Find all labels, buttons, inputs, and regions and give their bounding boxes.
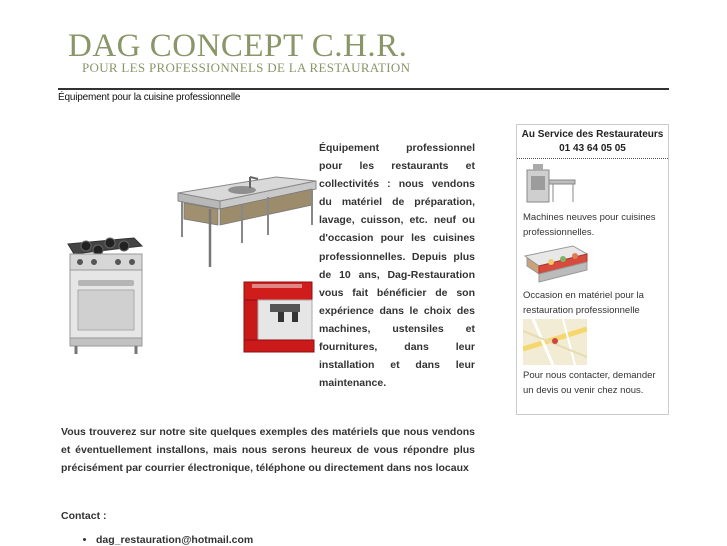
logo-title[interactable]: DAG CONCEPT C.H.R. xyxy=(68,28,408,64)
tagline: Équipement pour la cuisine professionnelle xyxy=(58,92,241,103)
espresso-machine-image xyxy=(242,280,316,356)
sink-table-image xyxy=(176,175,317,270)
description-paragraph: Vous trouverez sur notre site quelques exemples des matériels que nous vendons et éventuellement installons, mais nous serons heureux de vous répondre plus précisément par courrier électronique, téléphone ou directement dans nos locaux xyxy=(61,426,475,475)
sidebar-item-new-machines[interactable]: Machines neuves pour cuisines professionnelles. xyxy=(523,212,656,238)
gas-range-oven-image xyxy=(64,236,144,356)
logo-subtitle: POUR LES PROFESSIONNELS DE LA RESTAURATION xyxy=(82,60,411,75)
display-counter-icon[interactable] xyxy=(523,242,589,284)
contact-list xyxy=(80,534,253,546)
sidebar-heading: Au Service des Restaurateurs xyxy=(521,129,664,140)
dishwasher-machine-icon[interactable] xyxy=(523,162,578,206)
sidebar-item-contact[interactable]: Pour nous contacter, demander un devis ou venir chez nous. xyxy=(523,370,656,396)
sidebar-header xyxy=(517,125,668,159)
intro-text: Équipement professionnel pour les restaurants et collectivités : nous vendons du matériel de préparation, lavage, cuisson, etc. neuf ou d'occasion pour les cuisines professionnelles. Depuis plus de 10 ans, Dag-Restauration vous fait bénéficier de son expérience dans le choix des machines, ustensiles et fournitures, dans leur installation et dans leur maintenance. xyxy=(319,142,475,390)
contact-email-link[interactable]: • dag_restauration@hotmail.com xyxy=(96,534,253,546)
header-divider xyxy=(58,88,669,90)
contact-label: Contact : xyxy=(61,510,107,522)
map-icon[interactable] xyxy=(523,319,587,365)
sidebar-item-used-equipment[interactable]: Occasion en matériel pour la restauration professionnelle xyxy=(523,290,644,316)
sidebar-phone: 01 43 64 05 05 xyxy=(559,143,626,154)
sidebar-panel xyxy=(516,124,669,415)
